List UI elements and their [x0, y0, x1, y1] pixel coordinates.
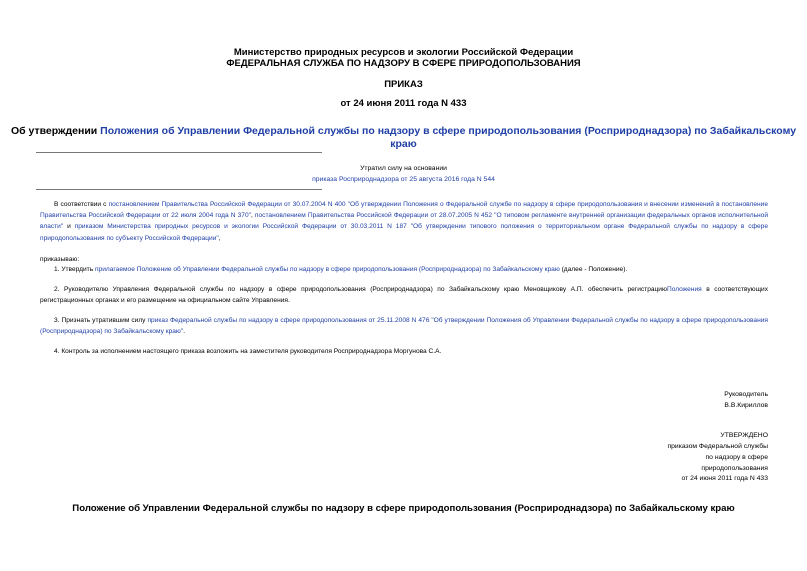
- signature-role: Руководитель: [724, 391, 768, 398]
- status-link[interactable]: приказа Росприроднадзора от 25 августа 2016 года N 544: [312, 176, 495, 183]
- preamble-link-2[interactable]: постановлением Правительства Российской Федерации от 28.07.2005 N 452 "О типовом регламенте внутренней организации федеральных органов исполнительной власти": [40, 212, 768, 231]
- service-name: ФЕДЕРАЛЬНАЯ СЛУЖБА ПО НАДЗОРУ В СФЕРЕ ПРИРОДОПОЛЬЗОВАНИЯ: [226, 58, 581, 69]
- item-2-link[interactable]: Положения: [666, 286, 702, 293]
- preamble-link-1[interactable]: постановлением Правительства Российской Федерации от 30.07.2004 N 400 "Об утверждении Положения о Федеральной службе по надзору в сфере природопользования и внесении изменений в постановление Правительства Российской Федерации от 22 июля 2004 года N 370": [40, 201, 768, 220]
- footer-title: Положение об Управлении Федеральной службы по надзору в сфере природопользования (Росприроднадзора) по Забайкальскому краю: [72, 503, 735, 514]
- approval-line-2: приказом Федеральной службы: [667, 443, 768, 450]
- approval-line-4: природопользования: [701, 465, 768, 472]
- divider-bottom: [36, 189, 322, 190]
- preamble-link-3[interactable]: приказом Министерства природных ресурсов и экологии Российской Федерации от 30.03.2011 N 187 "Об утверждении типового положения о территориальном органе Федеральной службы по надзору в сфере природопользования по субъекту Российской Федерации": [40, 223, 768, 242]
- item-1-link[interactable]: прилагаемое Положение об Управлении Федеральной службы по надзору в сфере природопользования (Росприроднадзора) по Забайкальскому краю: [94, 266, 560, 273]
- item-3-link[interactable]: приказ Федеральной службы по надзору в сфере природопользования от 25.11.2008 N 476 "Об утверждении Положения об Управлении Федеральной службы по надзору в сфере природопользования (Росприроднадзора) по Забайкальскому краю": [40, 317, 768, 336]
- item-4: 4. Контроль за исполнением настоящего приказа возложить на заместителя руководителя Росприроднадзора Моргунова С.А.: [54, 348, 442, 355]
- title-link[interactable]: Положения об Управлении Федеральной службы по надзору в сфере природопользования (Росприроднадзора) по Забайкальскому краю: [100, 125, 797, 150]
- item-3: 3. Признать утратившим силу приказ Федеральной службы по надзору в сфере природопользования от 25.11.2008 N 476 "Об утверждении Положения об Управлении Федеральной службы по надзору в сфере природопользования (Росприроднадзора) по Забайкальскому краю".: [40, 317, 768, 336]
- title-prefix: Об утверждении: [10, 125, 101, 137]
- divider-top: [36, 152, 322, 153]
- orders-word: приказываю:: [40, 256, 80, 263]
- preamble-paragraph: В соответствии с постановлением Правительства Российской Федерации от 30.07.2004 N 400 "Об утверждении Положения о Федеральной службе по надзору в сфере природопользования и внесении изменений в постановление Правительства Российской Федерации от 22 июля 2004 года N 370", постановлением Правительства Российской Федерации от 28.07.2005 N 452 "О типовом регламенте внутренней организации федеральных органов исполнительной власти" и приказом Министерства природных ресурсов и экологии Российской Федерации от 30.03.2011 N 187 "Об утверждении типового положения о территориальном органе Федеральной службы по надзору в сфере природопользования по субъекту Российской Федерации",: [40, 201, 768, 242]
- approval-line-5: от 24 июня 2011 года N 433: [681, 475, 768, 482]
- approval-heading: УТВЕРЖДЕНО: [720, 432, 768, 439]
- ministry-name: Министерство природных ресурсов и экологии Российской Федерации: [233, 47, 574, 58]
- document-type: ПРИКАЗ: [384, 79, 423, 90]
- approval-line-3: по надзору в сфере: [705, 454, 768, 461]
- item-2: 2. Руководителю Управления Федеральной службы по надзору в сфере природопользования (Росприроднадзора) по Забайкальскому краю Меновщикову А.П. обеспечить регистрациюПоложения в соответствующих регистрационных органах и его размещение на официальном сайте Управления.: [40, 286, 768, 305]
- document-date: от 24 июня 2011 года N 433: [340, 98, 467, 109]
- status-note: Утратил силу на основании: [360, 165, 447, 172]
- document-title: [0, 125, 807, 151]
- signature-name: В.В.Кириллов: [724, 402, 768, 409]
- item-1: 1. Утвердить прилагаемое Положение об Управлении Федеральной службы по надзору в сфере природопользования (Росприроднадзора) по Забайкальскому краю (далее - Положение).: [54, 266, 628, 273]
